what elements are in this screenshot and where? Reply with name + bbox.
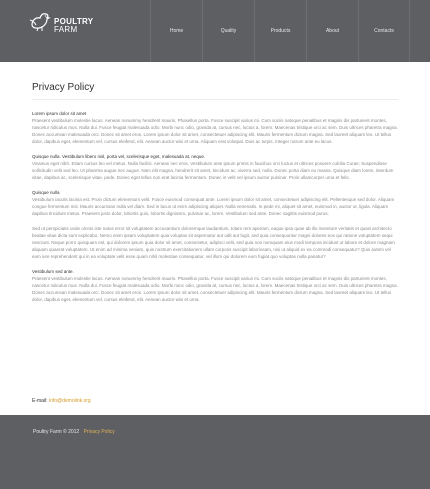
site-header [0,0,430,62]
logo-line2: FARM [54,25,78,34]
section-title: Lorem ipsum dolor sit amet [32,111,87,116]
logo-line1: POULTRY [54,17,94,26]
nav-products[interactable]: Products [254,0,306,62]
contact-email [32,398,91,404]
policy-section [32,225,398,260]
section-text: Praesent vestibulum molestie lacus. Aenean nonummy hendrerit mauris. Phasellus porta. Fusce suscipit varius mi. Cum sociis natoque penatibus et magnis dis parturient montes, nascetur ridiculus mus. Nulla dui. Fusce feugiat malesuada odio. Morbi nunc odio, gravida at, cursus nec, luctus a, lorem. Maecenas tristique orci ac sem. Duis ultrices pharetra magna. Donec accumsan malesuada orci. Donec sit amet eros. Lorem ipsum dolor sit amet, consectetuer adipiscing elit. Mauris fermentum dictum magna. Sed laoreet aliquam leo. Ut tellus dolor, dapibus eget, elementum vel, cursus eleifend, elit. Aenean auctor wisi et urna. Aliquam erat volutpat. Duis ac turpis. Integer rutrum ante eu lacus. [32,118,398,144]
footer-privacy-link[interactable]: Privacy Policy [83,429,115,435]
email-link[interactable]: info@demolink.org [48,398,91,404]
page-title: Privacy Policy [32,82,95,93]
main-nav [150,0,410,62]
section-title: Quisque nulla [32,190,60,195]
hen-icon [28,11,52,33]
section-text: Vivamus eget nibh. Etiam cursus leo vel metus. Nulla facilisi. Aenean nec eros. Vestibulum ante ipsum primis in faucibus orci luctus et ultrices posuere cubilia Curae; Suspendisse sollicitudin velit sed leo. Ut pharetra augue nec augue. Nam elit magna, hendrerit sit amet, tincidunt ac, viverra sed, nulla. Donec porta diam eu massa. Quisque diam lorem, interdum vitae, dapibus ac, scelerisque vitae, pede. Donec eget tellus non erat lacinia fermentum. Donec in velit vel ipsum auctor pulvinar. Proin ullamcorper urna et felis. [32,161,394,180]
section-text: Vestibulum iaculis lacinia est. Proin dictum elementum velit. Fusce euismod consequat ante. Lorem ipsum dolor sit amet, consectetuer adipiscing elit. Pellentesque sed dolor. Aliquam congue fermentum nisl. Mauris accumsan nulla vel diam. Sed in lacus ut enim adipiscing aliquet. Nulla venenatis. In pede mi, aliquet sit amet, euismod in, auctor ut, ligula. Aliquam dapibus tincidunt metus. Praesent justo dolor, lobortis quis, lobortis dignissim, pulvinar ac, lorem. Vestibulum sed ante. Donec sagittis euismod purus. [32,197,395,216]
nav-contacts[interactable]: Contacts [358,0,410,62]
title-divider [32,99,398,100]
nav-quality[interactable]: Quality [202,0,254,62]
footer-text [33,429,115,435]
policy-section [32,189,398,217]
footer-copyright: Poultry Farm © 2012 [33,429,80,435]
policy-section [32,110,398,145]
site-footer [0,415,430,489]
logo-text [54,18,93,34]
policy-section [32,268,398,303]
section-text: Praesent vestibulum molestie lacus. Aenean nonummy hendrerit mauris. Phasellus porta. Fusce suscipit varius mi. Cum sociis natoque penatibus et magnis dis parturient montes, nascetur ridiculus mus. Nulla dui. Fusce feugiat malesuada odio. Morbi nunc odio, gravida at, cursus nec, luctus a, lorem. Maecenas tristique orci ac sem. Duis ultrices pharetra magna. Donec accumsan malesuada orci. Donec sit amet eros. Lorem ipsum dolor sit amet, consectetuer adipiscing elit. Mauris fermentum dictum magna. Sed laoreet aliquam leo. Ut tellus dolor, dapibus eget, elementum vel, cursus eleifend, elit. Aenean auctor wisi et urna. [32,276,398,302]
section-title: Quisque nulla. Vestibulum libero nisl, porta vel, scelerisque eget, malesuada at, neque. [32,154,206,159]
policy-content [32,110,398,311]
nav-about[interactable]: About [306,0,358,62]
site-logo[interactable] [28,11,110,47]
nav-home[interactable]: Home [150,0,202,62]
policy-section [32,153,398,181]
section-title: Vestibulum sed ante. [32,269,74,274]
section-text: Sed ut perspiciatis unde omnis iste natus error sit voluptatem accusantium doloremque laudantium, totam rem aperiam, eaque ipsa quae ab illo inventore veritatis et quasi architecto beatae vitae dicta sunt explicabo. Nemo enim ipsam voluptatem quia voluptas sit aspernatur aut odit aut fugit, sed quia consequuntur magni dolores eos qui ratione voluptatem sequi nesciunt. Neque porro quisquam est, qui dolorem ipsum quia dolor sit amet, consectetur, adipisci velit, sed quia non numquam eius modi tempora incidunt ut labore et dolore magnam aliquam quaerat voluptatem. Ut enim ad minima veniam, quis nostrum exercitationem ullam corporis suscipit laboriosam, nisi ut aliquid ex ea commodi consequatur? Quis autem vel eum iure reprehenderit qui in ea voluptate velit esse quam nihil molestiae consequatur, vel illum qui dolorem eum fugiat quo voluptas nulla pariatur? [32,226,395,259]
email-label: E-mail: [32,398,48,404]
